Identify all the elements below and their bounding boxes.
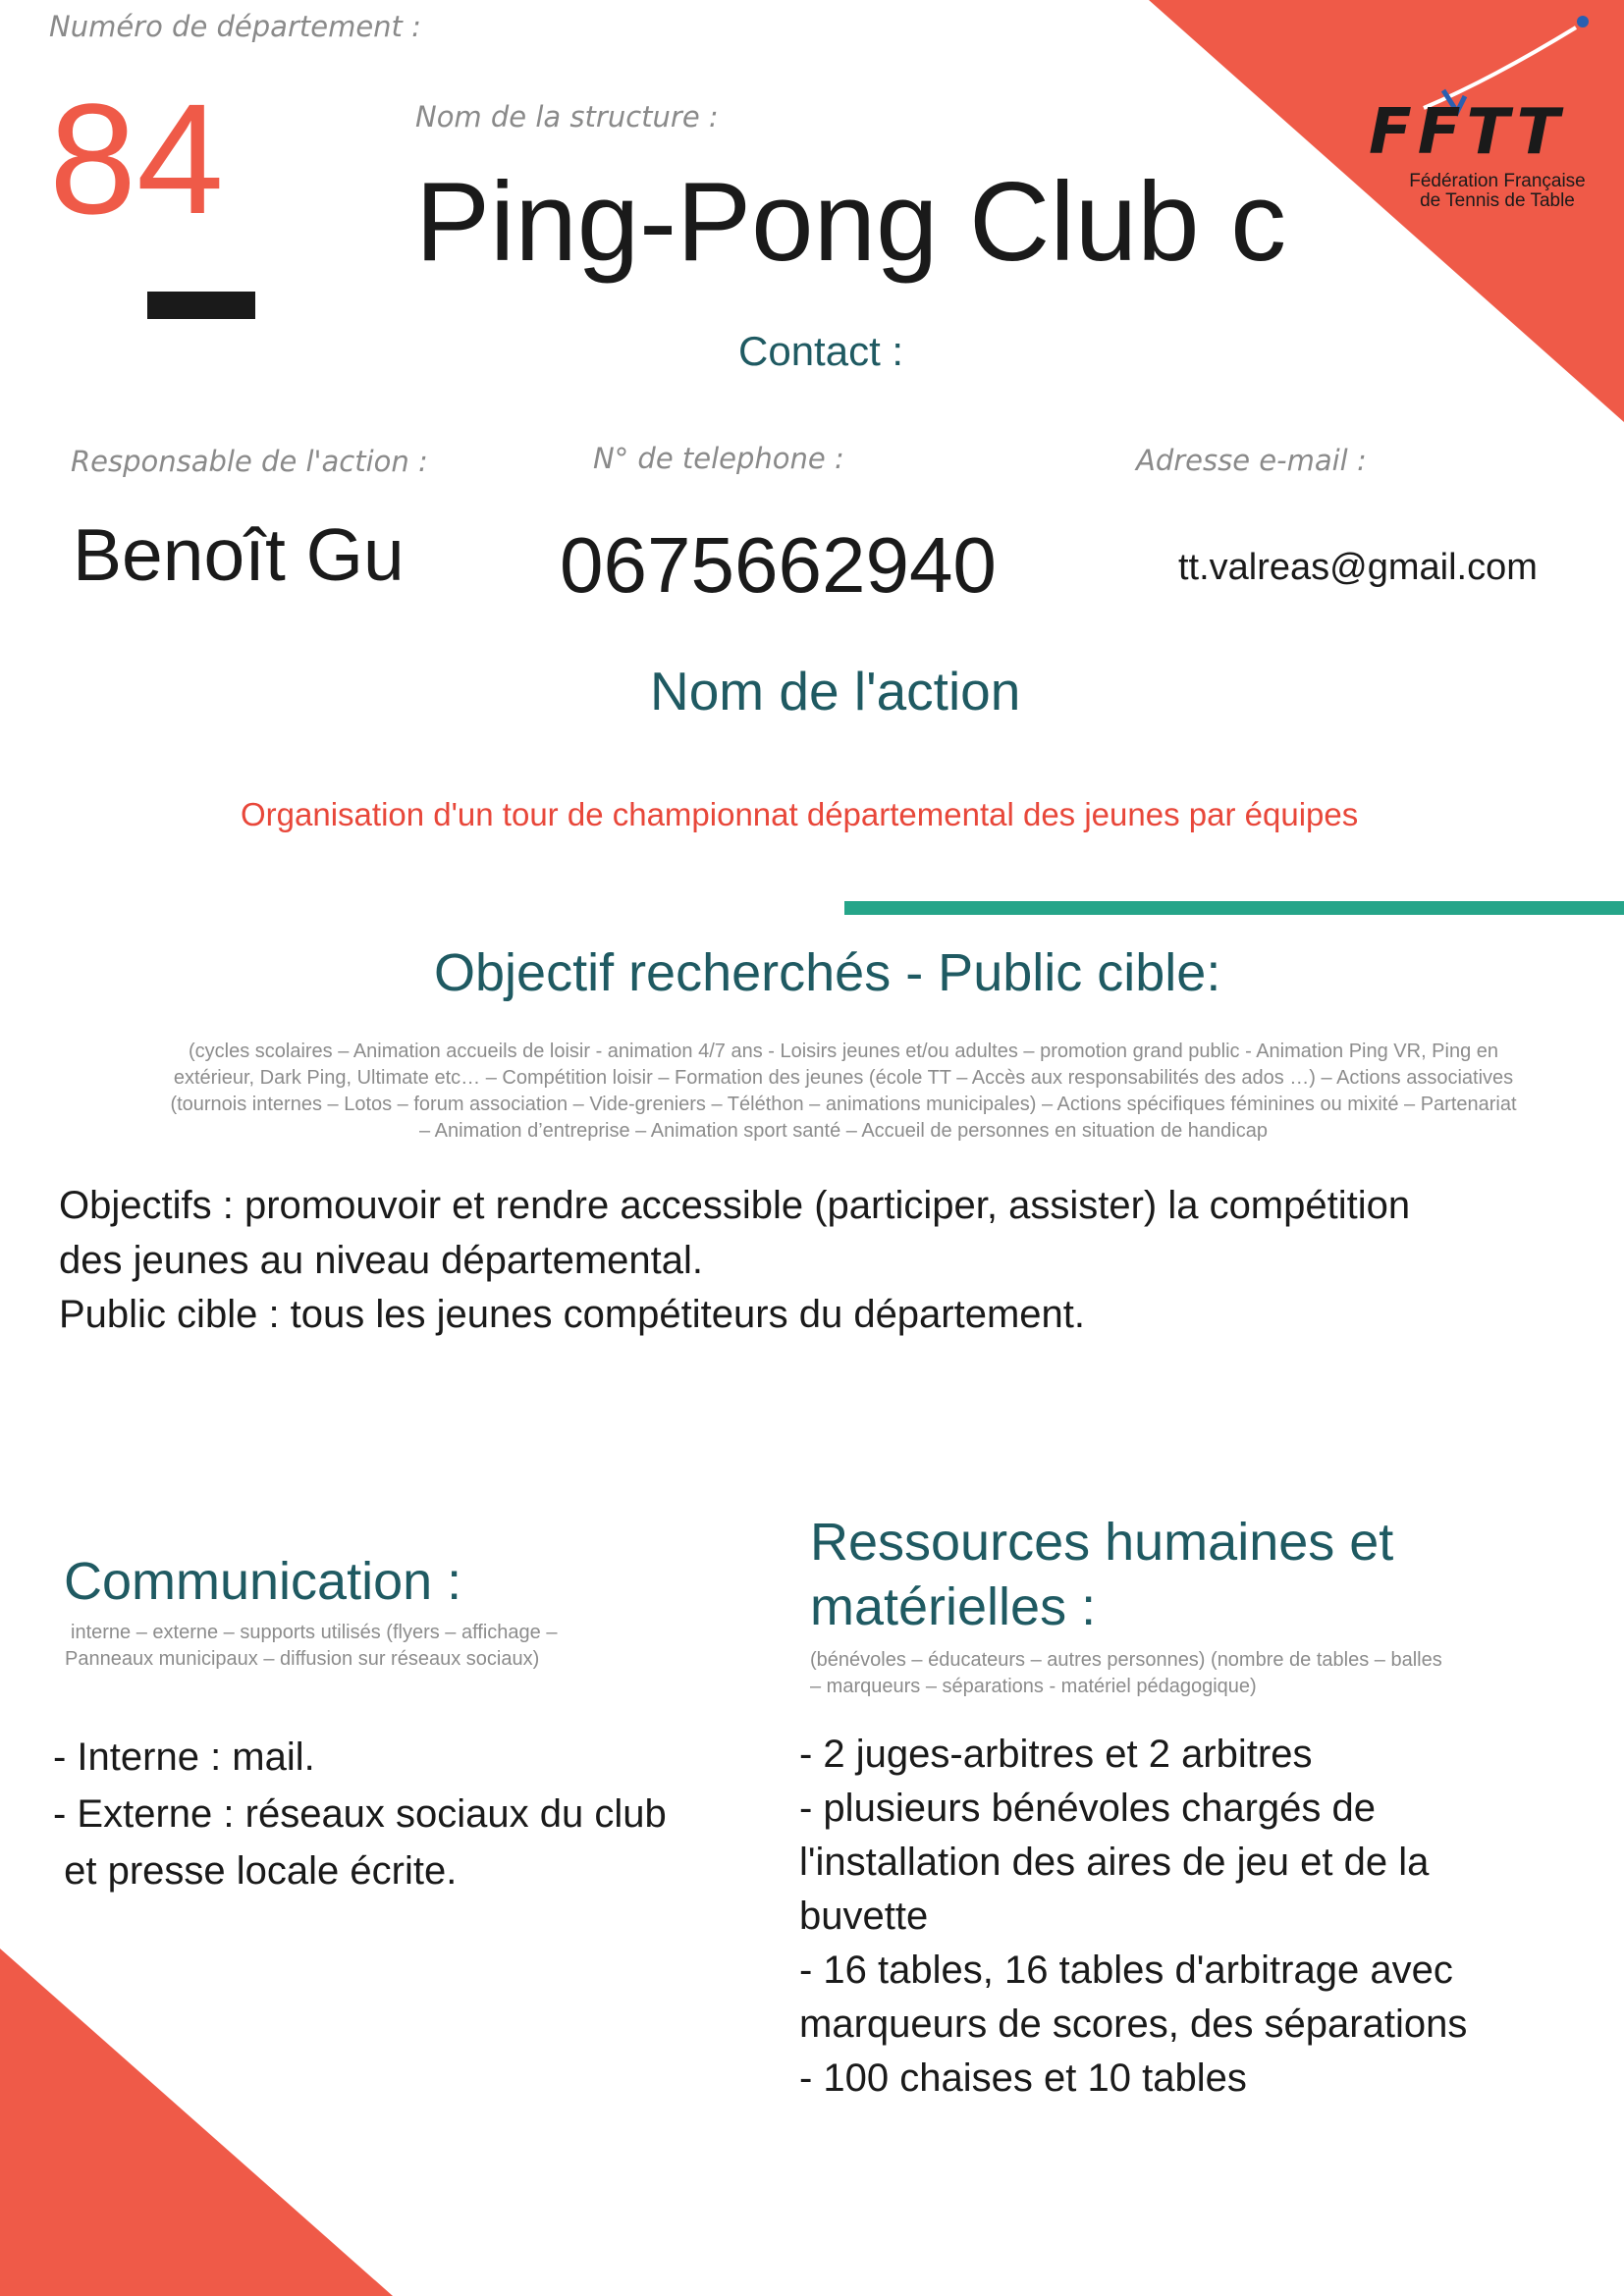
communication-line3: et presse locale écrite. <box>53 1849 458 1893</box>
ressources-line: buvette <box>799 1895 929 1938</box>
fftt-logo <box>1355 10 1620 211</box>
email-value: tt.valreas@gmail.com <box>1178 547 1538 588</box>
corner-triangle-bottom-left <box>0 1949 393 2296</box>
logo-letters: FFTT <box>1369 96 1566 169</box>
ressources-line: - plusieurs bénévoles chargés de <box>799 1787 1377 1830</box>
phone-value: 0675662940 <box>560 521 997 609</box>
ressources-line: marqueurs de scores, des séparations <box>799 2002 1468 2046</box>
ressources-hint-line1: (bénévoles – éducateurs – autres personnes) (nombre de tables – balles <box>810 1649 1442 1671</box>
responsable-label: Responsable de l'action : <box>71 445 428 478</box>
communication-hint-line2: Panneaux municipaux – diffusion sur réseaux sociaux) <box>65 1648 540 1670</box>
objectif-hint: (cycles scolaires – Animation accueils de loisir - animation 4/7 ans - Loisirs jeunes et/ou adultes – promotion grand public - Animation Ping VR, Ping en extérieur, Dark Ping, Ultimate etc… – Compétition loisir – Formation des jeunes (école TT – Accès aux responsabilités des ados …) – Actions associatives (tournois internes – Lotos – forum association – Vide-greniers – Téléthon – animations municipales) – Actions spécifiques féminines ou mixité – Partenariat – Animation d’entreprise – Animation sport santé – Accueil de personnes en situation de handicap <box>170 1041 1517 1142</box>
ressources-heading-line2: matérielles : <box>810 1577 1097 1636</box>
communication-heading: Communication : <box>64 1552 462 1611</box>
ressources-line: - 2 juges-arbitres et 2 arbitres <box>799 1733 1313 1776</box>
ressources-list <box>799 1728 1585 2106</box>
ressources-line: - 100 chaises et 10 tables <box>799 2056 1247 2100</box>
section-divider <box>844 901 1624 915</box>
ressources-line: - 16 tables, 16 tables d'arbitrage avec <box>799 1949 1453 1992</box>
action-heading: Nom de l'action <box>650 661 1021 721</box>
structure-name: Ping-Pong Club c <box>415 160 1287 285</box>
responsable-value: Benoît Gu <box>73 513 405 596</box>
ressources-hint-line2: – marqueurs – séparations - matériel pédagogique) <box>810 1676 1257 1697</box>
logo-line2: de Tennis de Table <box>1420 190 1575 211</box>
objectif-line2: des jeunes au niveau départemental. <box>59 1239 704 1282</box>
communication-line2: - Externe : réseaux sociaux du club <box>53 1792 667 1836</box>
communication-hint-line1: interne – externe – supports utilisés (flyers – affichage – <box>71 1622 558 1643</box>
objectif-line3: Public cible : tous les jeunes compétiteurs du département. <box>59 1293 1086 1336</box>
department-label: Numéro de département : <box>49 10 421 43</box>
phone-label: N° de telephone : <box>593 442 844 475</box>
email-label: Adresse e-mail : <box>1136 444 1367 477</box>
contact-heading: Contact : <box>738 328 904 374</box>
communication-line1: - Interne : mail. <box>53 1735 315 1779</box>
structure-label: Nom de la structure : <box>415 100 719 133</box>
action-name: Organisation d'un tour de championnat départemental des jeunes par équipes <box>241 796 1359 832</box>
phone-value-box <box>560 518 997 616</box>
logo-line1: Fédération Française <box>1409 171 1586 191</box>
ressources-line: l'installation des aires de jeu et de la <box>799 1841 1430 1884</box>
department-number: 84 <box>49 71 224 246</box>
objectif-line1: Objectifs : promouvoir et rendre accessible (participer, assister) la compétition <box>59 1184 1411 1227</box>
objectif-heading: Objectif recherchés - Public cible: <box>434 943 1221 1002</box>
ressources-heading-line1: Ressources humaines et <box>810 1513 1394 1572</box>
department-underline <box>147 292 255 319</box>
